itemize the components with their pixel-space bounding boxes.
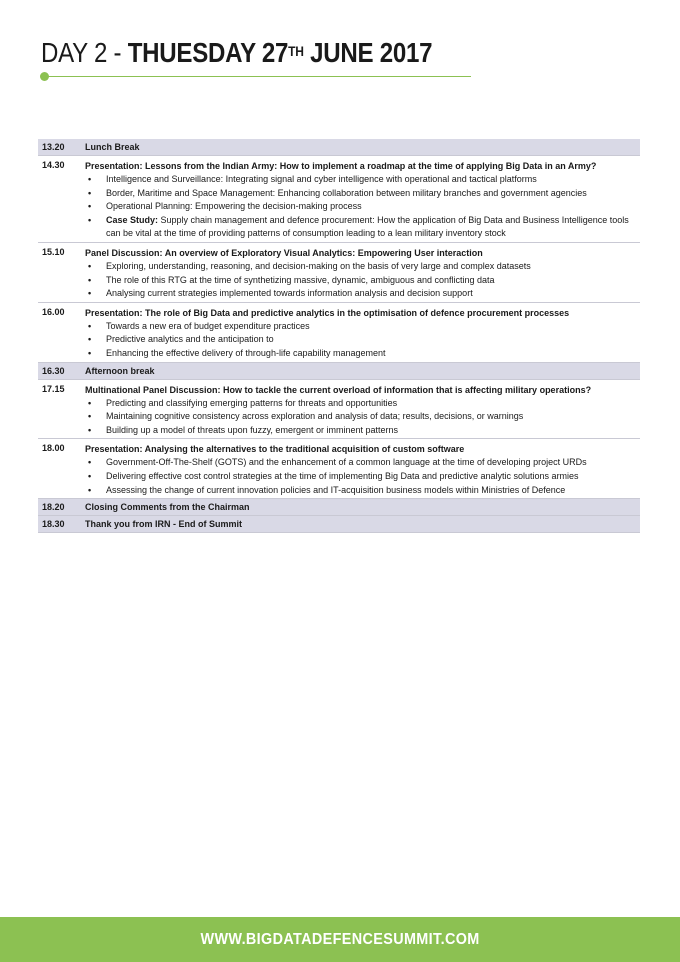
session-title: Panel Discussion: An overview of Exploratory Visual Analytics: Empowering User interaction xyxy=(85,247,483,258)
session-topics xyxy=(85,397,634,438)
session-details xyxy=(85,383,640,438)
session-time: 17.15 xyxy=(42,383,65,394)
topic-text: Towards a new era of budget expenditure practices xyxy=(106,320,310,331)
session-details xyxy=(85,306,640,361)
agenda-row xyxy=(38,156,640,243)
session-time: 16.30 xyxy=(42,365,65,376)
topic-text: Border, Maritime and Space Management: Enhancing collaboration between military branches and government agencies xyxy=(106,187,587,198)
topic-item xyxy=(85,320,634,334)
footer-bar xyxy=(0,917,680,962)
session-time: 16.00 xyxy=(42,306,65,317)
page-title xyxy=(41,36,432,70)
session-topics xyxy=(85,456,634,497)
topic-text: Assessing the change of current innovation policies and IT-acquisition business models within Ministries of Defence xyxy=(106,484,566,495)
date-ordinal: TH xyxy=(288,43,304,59)
topic-text: Enhancing the effective delivery of through-life capability management xyxy=(106,347,386,358)
topic-text: Building up a model of threats upon fuzzy, emergent or imminent patterns xyxy=(106,424,398,435)
session-time: 18.30 xyxy=(42,519,65,530)
topic-text: Exploring, understanding, reasoning, and decision-making on the basis of very large and complex datasets xyxy=(106,260,531,271)
topic-item xyxy=(85,173,634,187)
topic-item xyxy=(85,187,634,201)
session-time: 18.20 xyxy=(42,502,65,513)
session-title: Afternoon break xyxy=(85,365,155,376)
session-time: 15.10 xyxy=(42,246,65,257)
session-details xyxy=(85,516,640,532)
footer-url[interactable]: WWW.BIGDATADEFENCESUMMIT.COM xyxy=(200,930,480,948)
topic-item xyxy=(85,274,634,288)
agenda-row xyxy=(38,439,640,499)
topic-text: Operational Planning: Empowering the decision-making process xyxy=(106,201,362,212)
agenda-row xyxy=(38,243,640,303)
session-title: Lunch Break xyxy=(85,142,140,152)
agenda-row xyxy=(38,303,640,363)
session-details xyxy=(85,499,640,515)
session-title: Thank you from IRN - End of Summit xyxy=(85,519,242,530)
topic-item xyxy=(85,214,634,241)
title-dot xyxy=(40,72,49,81)
session-title: Closing Comments from the Chairman xyxy=(85,502,250,513)
topic-text: Predicting and classifying emerging patterns for threats and opportunities xyxy=(106,397,398,408)
topic-item xyxy=(85,470,634,484)
agenda-table xyxy=(38,139,640,533)
topic-item xyxy=(85,200,634,214)
topic-item xyxy=(85,397,634,411)
topic-lead: Case Study: xyxy=(106,214,159,225)
topic-text: Government-Off-The-Shelf (GOTS) and the enhancement of a common language at the time of developing project URDs xyxy=(106,457,587,468)
topic-text: Supply chain management and defence procurement: How the application of Big Data and Business Intelligence tools can be vital at the time of providing patterns of consumption leading to a lean military inventory stock xyxy=(106,214,629,239)
topic-text: Delivering effective cost control strategies at the time of implementing Big Data and predictive analytic solutions armies xyxy=(106,470,579,481)
session-details xyxy=(85,363,640,379)
topic-item xyxy=(85,424,634,438)
session-title: Presentation: The role of Big Data and predictive analytics in the optimisation of defence procurement processes xyxy=(85,307,570,318)
session-title: Presentation: Lessons from the Indian Army: How to implement a roadmap at the time of applying Big Data in an Army? xyxy=(85,161,597,171)
topic-text: Maintaining cognitive consistency across exploration and analysis of data; results, decisions, or warnings xyxy=(106,411,524,422)
agenda-row xyxy=(38,363,640,380)
topic-item xyxy=(85,260,634,274)
session-details xyxy=(85,159,640,241)
topic-item xyxy=(85,410,634,424)
topic-text: The role of this RTG at the time of synthetizing massive, dynamic, ambiguous and conflicting data xyxy=(106,274,495,285)
session-topics xyxy=(85,260,634,301)
session-title: Multinational Panel Discussion: How to tackle the current overload of information that is affecting military operations? xyxy=(85,384,592,395)
topic-text: Predictive analytics and the anticipation to xyxy=(106,334,274,345)
session-title: Presentation: Analysing the alternatives to the traditional acquisition of custom software xyxy=(85,444,465,455)
topic-text: Analysing current strategies implemented towards information analysis and decision support xyxy=(106,288,473,299)
date-rest: JUNE 2017 xyxy=(303,37,433,68)
session-topics xyxy=(85,173,634,241)
session-time: 14.30 xyxy=(42,160,65,170)
agenda-row xyxy=(38,139,640,156)
session-time: 13.20 xyxy=(42,142,65,152)
day-label: DAY 2 - xyxy=(41,37,128,68)
agenda-row xyxy=(38,380,640,440)
topic-item xyxy=(85,456,634,470)
session-details xyxy=(85,246,640,301)
topic-item xyxy=(85,333,634,347)
title-underline xyxy=(45,76,471,77)
agenda-row xyxy=(38,516,640,533)
topic-item xyxy=(85,287,634,301)
session-topics xyxy=(85,320,634,361)
topic-text: Intelligence and Surveillance: Integrating signal and cyber intelligence with operational and tactical platforms xyxy=(106,174,537,184)
session-details xyxy=(85,139,640,155)
topic-item xyxy=(85,484,634,498)
date-main: THUESDAY 27 xyxy=(127,37,289,68)
session-time: 18.00 xyxy=(42,443,65,454)
agenda-row xyxy=(38,499,640,516)
topic-item xyxy=(85,347,634,361)
session-details xyxy=(85,442,640,497)
